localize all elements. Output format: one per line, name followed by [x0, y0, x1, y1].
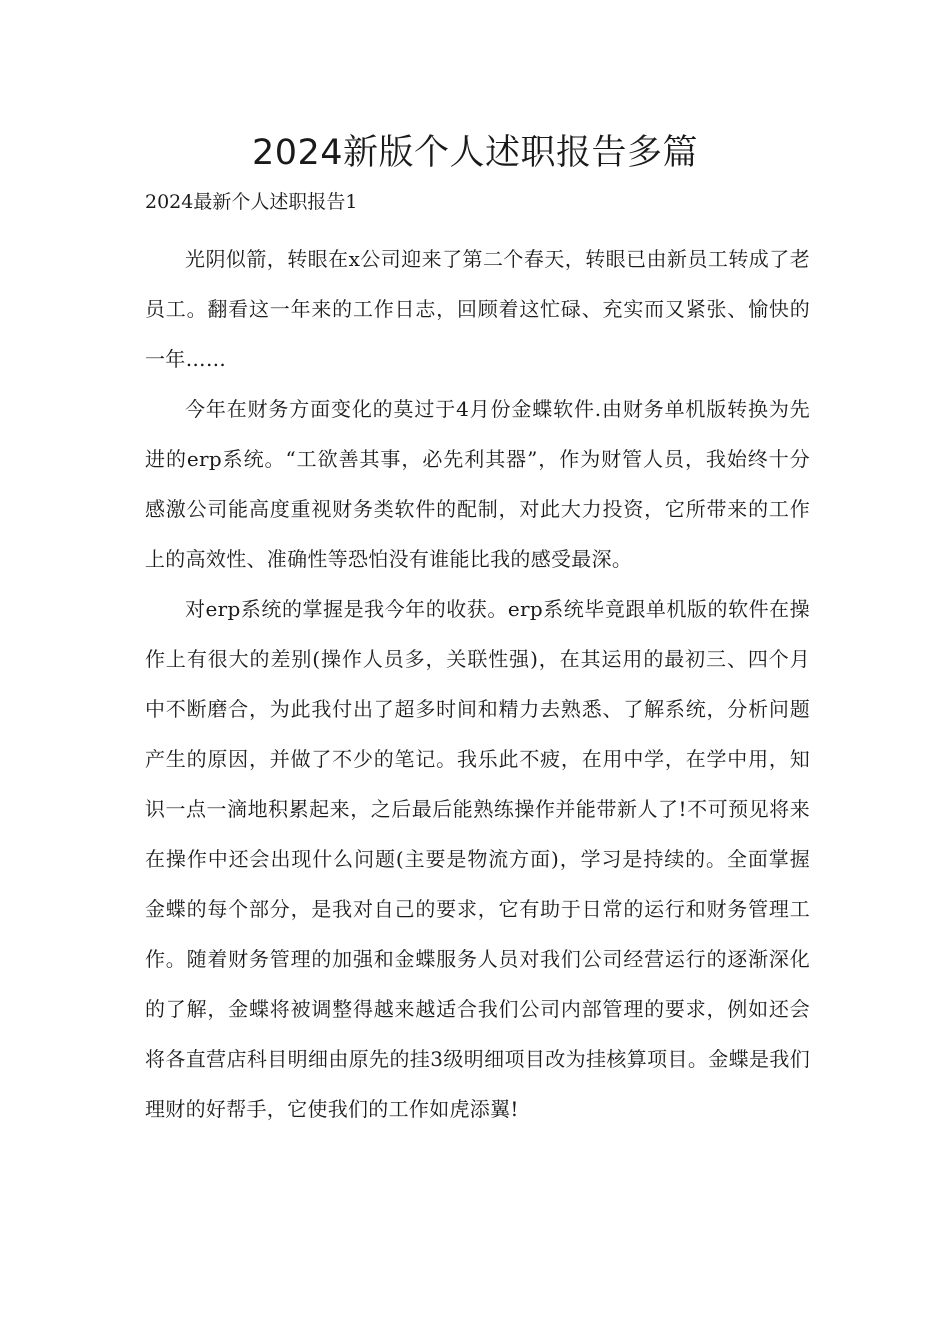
paragraph-3: 对erp系统的掌握是我今年的收获。erp系统毕竟跟单机版的软件在操作上有很大的差别(操作人员多，关联性强)，在其运用的最初三、四个月中不断磨合，为此我付出了超多时间和精力去熟悉、了解系统，分析问题产生的原因，并做了不少的笔记。我乐此不疲，在用中学，在学中用，知识一点一滴地积累起来，之后最后能熟练操作并能带新人了!不可预见将来在操作中还会出现什么问题(主要是物流方面)，学习是持续的。全面掌握金蝶的每个部分，是我对自己的要求，它有助于日常的运行和财务管理工作。随着财务管理的加强和金蝶服务人员对我们公司经营运行的逐渐深化的了解，金蝶将被调整得越来越适合我们公司内部管理的要求，例如还会将各直营店科目明细由原先的挂3级明细项目改为挂核算项目。金蝶是我们理财的好帮手，它使我们的工作如虎添翼!: [145, 597, 810, 1121]
document-title: 2024新版个人述职报告多篇: [251, 133, 699, 173]
paragraph-1: 光阴似箭，转眼在x公司迎来了第二个春天，转眼已由新员工转成了老员工。翻看这一年来的工作日志，回顾着这忙碌、充实而又紧张、愉快的一年……: [145, 247, 810, 371]
document-body: [145, 234, 810, 1134]
section-heading: 2024最新个人述职报告1: [145, 191, 358, 213]
paragraph-2: 今年在财务方面变化的莫过于4月份金蝶软件.由财务单机版转换为先进的erp系统。“工欲善其事，必先利其器”，作为财管人员，我始终十分感激公司能高度重视财务类软件的配制，对此大力投资，它所带来的工作上的高效性、准确性等恐怕没有谁能比我的感受最深。: [145, 397, 810, 571]
